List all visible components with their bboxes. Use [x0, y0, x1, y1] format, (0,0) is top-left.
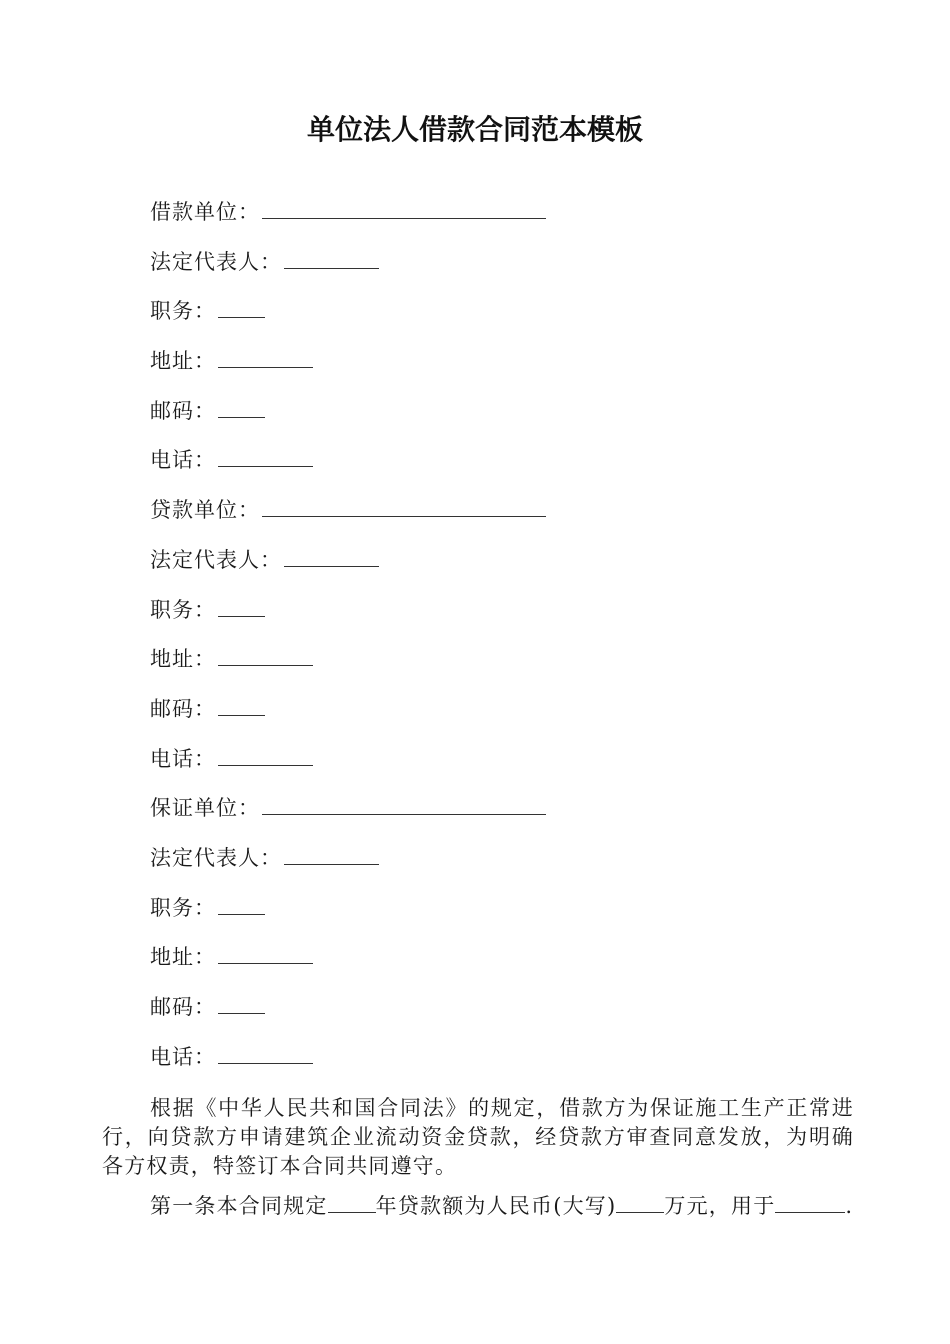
field-blank-line[interactable]	[218, 693, 265, 716]
field-blank-line[interactable]	[284, 544, 379, 567]
party-field-row	[150, 345, 850, 395]
field-label: 借款单位：	[150, 200, 260, 224]
field-blank-line[interactable]	[218, 941, 313, 964]
field-label: 法定代表人：	[150, 845, 282, 870]
field-blank-line[interactable]	[218, 395, 265, 418]
article-1-part1: 第一条本合同规定	[150, 1194, 328, 1218]
field-label: 职务：	[150, 299, 216, 324]
field-label: 法定代表人：	[150, 249, 282, 274]
field-blank-line[interactable]	[218, 1041, 313, 1064]
field-label: 地址：	[150, 945, 216, 970]
article-1-paragraph	[102, 1192, 854, 1221]
year-blank[interactable]	[328, 1192, 376, 1213]
party-field-row	[150, 594, 850, 644]
purpose-blank[interactable]	[775, 1192, 823, 1213]
field-label: 电话：	[150, 448, 216, 473]
field-label: 电话：	[150, 746, 216, 771]
field-blank-line[interactable]	[262, 792, 546, 815]
field-label: 保证单位：	[150, 796, 260, 821]
party-fields	[150, 196, 850, 1090]
party-field-row	[150, 196, 850, 246]
party-field-row	[150, 991, 850, 1041]
party-field-row	[150, 395, 850, 445]
field-label: 法定代表人：	[150, 547, 282, 572]
party-field-row	[150, 295, 850, 345]
preamble-paragraph: 根据《中华人民共和国合同法》的规定，借款方为保证施工生产正常进行，向贷款方申请建筑企业流动资金贷款，经贷款方审查同意发放，为明确各方权责，特签订本合同共同遵守。	[102, 1096, 854, 1178]
field-blank-line[interactable]	[284, 246, 379, 269]
field-label: 地址：	[150, 647, 216, 672]
party-field-row	[150, 941, 850, 991]
field-label: 邮码：	[150, 995, 216, 1019]
field-blank-line[interactable]	[284, 842, 379, 865]
amount-blank[interactable]	[616, 1192, 664, 1213]
field-label: 邮码：	[150, 398, 216, 423]
article-1-end: .	[845, 1194, 854, 1218]
party-field-row	[150, 743, 850, 793]
field-label: 邮码：	[150, 696, 216, 721]
party-field-row	[150, 693, 850, 743]
field-blank-line[interactable]	[218, 345, 313, 368]
party-field-row	[150, 792, 850, 842]
party-field-row	[150, 544, 850, 594]
field-blank-line[interactable]	[218, 743, 313, 766]
party-field-row	[150, 842, 850, 892]
field-label: 职务：	[150, 597, 216, 622]
field-blank-line[interactable]	[218, 991, 265, 1014]
party-field-row	[150, 444, 850, 494]
purpose-blank-cont[interactable]	[823, 1192, 845, 1213]
field-blank-line[interactable]	[218, 295, 265, 318]
field-label: 贷款单位：	[150, 498, 260, 523]
field-label: 地址：	[150, 349, 216, 374]
article-1-part2: 年贷款额为人民币(大写)	[375, 1194, 617, 1218]
field-blank-line[interactable]	[218, 892, 265, 915]
party-field-row	[150, 1041, 850, 1091]
field-blank-line[interactable]	[218, 643, 313, 666]
field-blank-line[interactable]	[218, 594, 265, 617]
field-label: 电话：	[150, 1044, 216, 1069]
party-field-row	[150, 246, 850, 296]
field-blank-line[interactable]	[262, 196, 546, 219]
field-label: 职务：	[150, 895, 216, 920]
party-field-row	[150, 892, 850, 942]
field-blank-line[interactable]	[262, 494, 546, 517]
document-title: 单位法人借款合同范本模板	[306, 113, 643, 146]
party-field-row	[150, 494, 850, 544]
party-field-row	[150, 643, 850, 693]
field-blank-line[interactable]	[218, 444, 313, 467]
article-1-part3: 万元，用于	[664, 1194, 776, 1218]
